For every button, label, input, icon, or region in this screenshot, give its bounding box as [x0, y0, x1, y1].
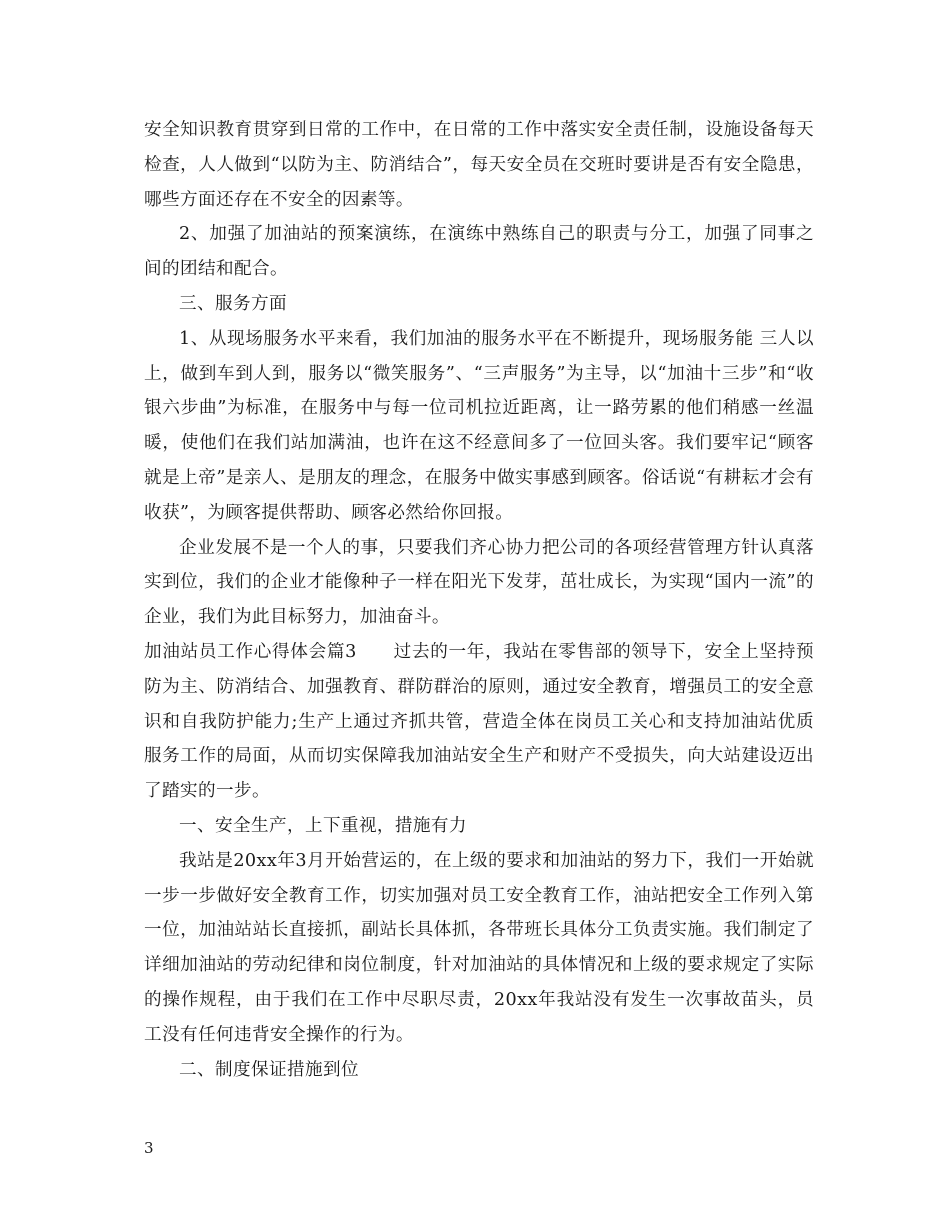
- paragraph-2: 2、加强了加油站的预案演练，在演练中熟练自己的职责与分工，加强了同事之间的团结和配合。: [144, 224, 814, 280]
- document-body: [144, 113, 814, 1087]
- paragraph-1: 安全知识教育贯穿到日常的工作中，在日常的工作中落实安全责任制，设施设备每天检查，人人做到“以防为主、防消结合”，每天安全员在交班时要讲是否有安全隐患，哪些方面还存在不安全的因素等。: [144, 120, 814, 210]
- page-number: 3: [144, 1139, 154, 1157]
- subheading-system: 二、制度保证措施到位: [179, 1059, 359, 1080]
- subheading-safety: 一、安全生产，上下重视，措施有力: [179, 815, 467, 836]
- paragraph-enterprise: 企业发展不是一个人的事，只要我们齐心协力把公司的各项经营管理方针认真落实到位，我们的企业才能像种子一样在阳光下发芽，茁壮成长，为实现“国内一流”的企业，我们为此目标努力，加油奋斗。: [144, 537, 814, 628]
- section-title-part-3: 加油站员工作心得体会篇3: [144, 641, 357, 662]
- section-first-paragraph: 过去的一年，我站在零售部的领导下，安全上坚持预防为主、防消结合、加强教育、群防群治的原则，通过安全教育，增强员工的安全意识和自我防护能力;生产上通过齐抓共管，营造全体在岗员工关心和支持加油站优质服务工作的局面，从而切实保障我加油站安全生产和财产不受损失，向大站建设迈出了踏实的一步。: [144, 641, 814, 802]
- section-heading-service: 三、服务方面: [179, 293, 287, 314]
- paragraph-safety: 我站是20xx年3月开始营运的，在上级的要求和加油站的努力下，我们一开始就一步一步做好安全教育工作，切实加强对员工安全教育工作，油站把安全工作列入第一位，加油站站长直接抓，副站长具体抓，各带班长具体分工负责实施。我们制定了详细加油站的劳动纪律和岗位制度，针对加油站的具体情况和上级的要求规定了实际的操作规程，由于我们在工作中尽职尽责，20xx年我站没有发生一次事故苗头，员工没有任何违背安全操作的行为。: [144, 850, 814, 1045]
- paragraph-service-1: 1、从现场服务水平来看，我们加油的服务水平在不断提升，现场服务能 三人以上，做到车到人到，服务以“微笑服务”、“三声服务”为主导，以“加油十三步”和“收银六步曲”为标准，在服务中与每一位司机拉近距离，让一路劳累的他们稍感一丝温暖，使他们在我们站加满油，也许在这不经意间多了一位回头客。我们要牢记“顾客就是上帝”是亲人、是朋友的理念，在服务中做实事感到顾客。俗话说“有耕耘才会有收获”，为顾客提供帮助、顾客必然给你回报。: [144, 328, 814, 523]
- section-block-3: [144, 635, 814, 809]
